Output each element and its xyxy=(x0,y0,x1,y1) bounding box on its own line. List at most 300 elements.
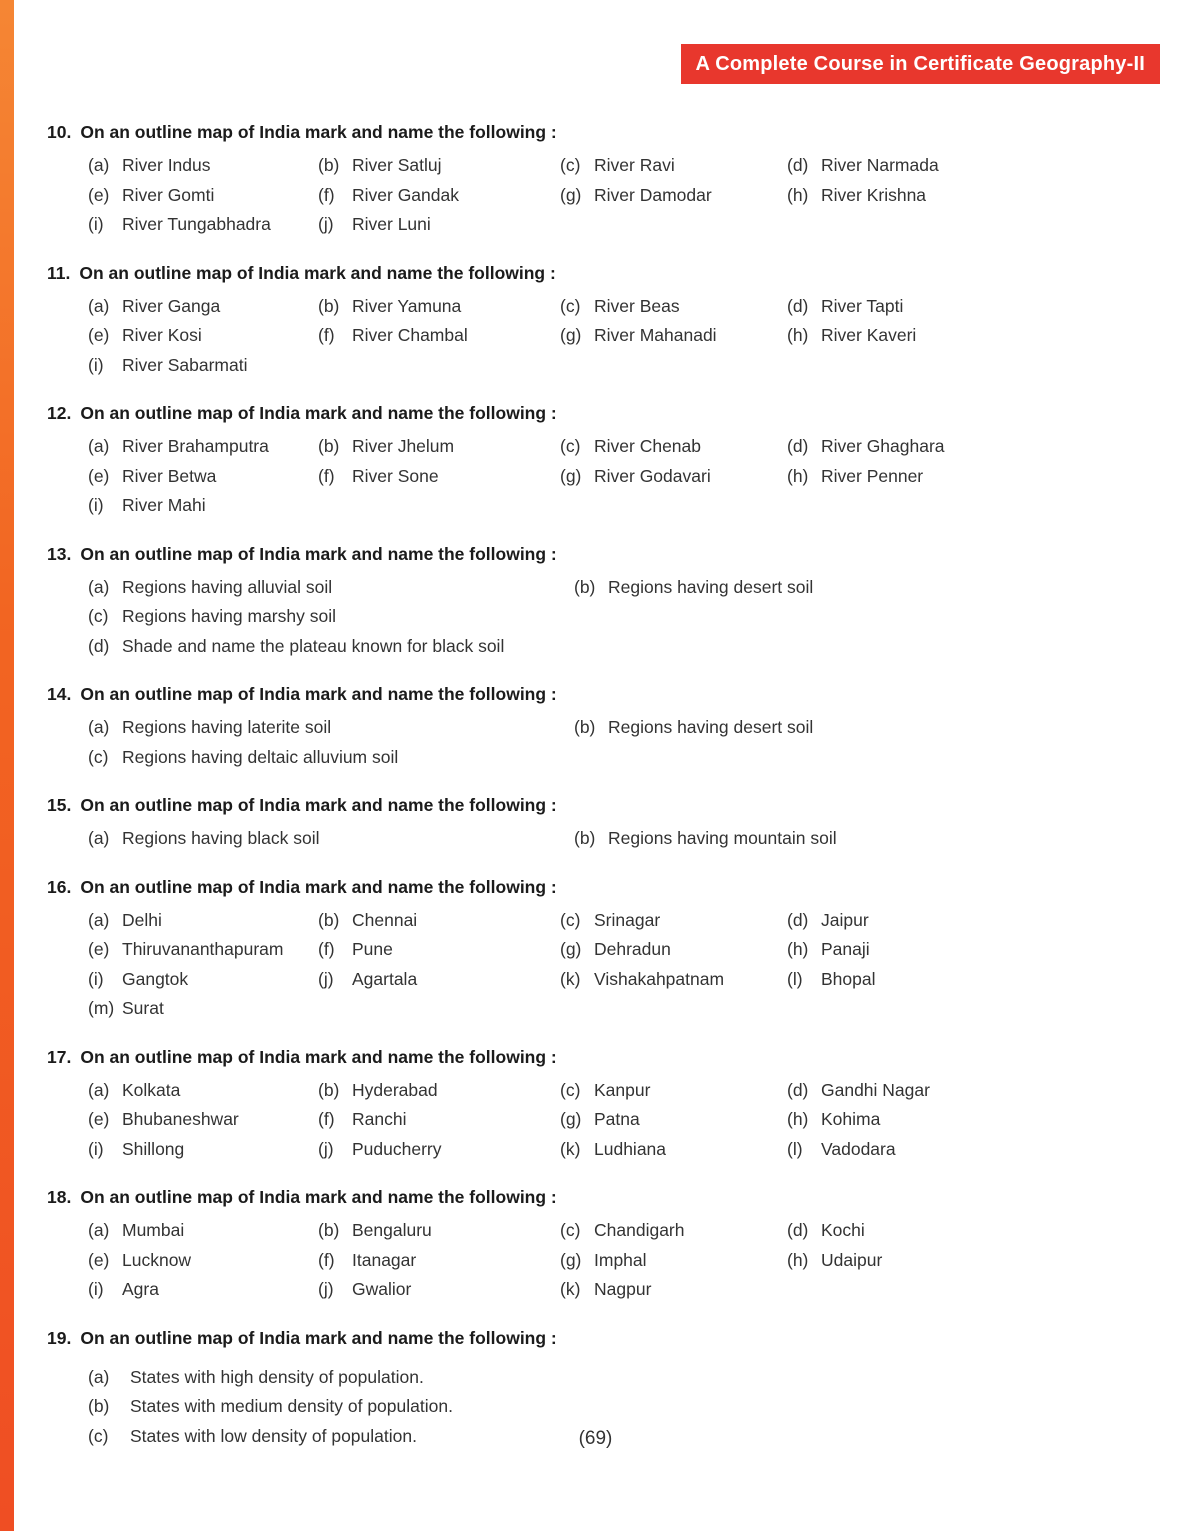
question-block xyxy=(47,261,1163,381)
question-item xyxy=(560,432,787,462)
question-item xyxy=(787,292,1163,322)
item-label: (e) xyxy=(88,1249,110,1270)
item-label: (b) xyxy=(318,295,340,316)
question-heading xyxy=(47,120,1163,144)
item-label: (d) xyxy=(88,635,110,656)
item-text: River Gomti xyxy=(122,184,215,205)
item-label: (a) xyxy=(88,717,110,737)
item-label: (f) xyxy=(318,1109,335,1129)
item-label: (f) xyxy=(318,939,335,959)
item-text: Patna xyxy=(594,1109,640,1129)
question-row xyxy=(88,351,1163,381)
item-text: States with low density of population. xyxy=(130,1425,417,1446)
item-text: River Betwa xyxy=(122,465,217,486)
question-items xyxy=(47,573,1163,662)
item-label: (d) xyxy=(787,909,809,930)
item-text: Srinagar xyxy=(594,909,661,930)
question-row xyxy=(88,1135,1163,1165)
question-row xyxy=(88,181,1163,211)
question-item xyxy=(574,824,1163,854)
item-text: Regions having laterite soil xyxy=(122,717,332,737)
item-text: Delhi xyxy=(122,909,162,930)
item-label: (h) xyxy=(787,939,809,959)
question-item xyxy=(560,935,787,965)
item-text: River Chenab xyxy=(594,436,701,456)
question-item xyxy=(88,151,318,181)
question-item xyxy=(560,1275,787,1305)
question-row xyxy=(88,210,1163,240)
question-number: 13. xyxy=(47,543,72,564)
item-text: River Ravi xyxy=(594,155,675,175)
question-title: On an outline map of India mark and name the following : xyxy=(80,543,557,564)
question-block xyxy=(47,875,1163,1024)
item-label: (j) xyxy=(318,968,334,989)
item-label: (g) xyxy=(560,184,582,205)
item-text: River Tapti xyxy=(821,295,904,316)
item-label: (a) xyxy=(88,1079,110,1100)
item-label: (h) xyxy=(787,325,809,345)
item-label: (i) xyxy=(88,214,104,234)
item-label: (b) xyxy=(574,828,596,848)
question-item xyxy=(88,181,318,211)
item-label: (j) xyxy=(318,1279,334,1299)
item-label: (e) xyxy=(88,939,110,959)
item-text: Itanagar xyxy=(352,1249,417,1270)
question-item xyxy=(787,935,1163,965)
item-text: Vishakahpatnam xyxy=(594,968,725,989)
question-number: 17. xyxy=(47,1046,72,1067)
question-item xyxy=(88,462,318,492)
question-item xyxy=(560,965,787,995)
question-item xyxy=(318,1216,560,1246)
item-label: (c) xyxy=(560,909,581,930)
question-items xyxy=(47,432,1163,521)
question-item xyxy=(574,713,1163,743)
item-text: River Krishna xyxy=(821,184,927,205)
question-block xyxy=(47,793,1163,854)
page-number: (69) xyxy=(578,1428,613,1449)
question-row xyxy=(88,935,1163,965)
question-block xyxy=(47,542,1163,662)
item-text: River Brahamputra xyxy=(122,436,269,456)
item-text: Ranchi xyxy=(352,1109,407,1129)
item-label: (b) xyxy=(574,717,596,737)
question-item xyxy=(318,181,560,211)
item-label: (a) xyxy=(88,1366,110,1387)
item-text: Gangtok xyxy=(122,968,189,989)
question-item xyxy=(560,462,787,492)
questions-list xyxy=(0,84,1191,1451)
question-item xyxy=(560,1076,787,1106)
item-text: Gwalior xyxy=(352,1279,412,1299)
question-row xyxy=(88,602,1163,632)
question-item xyxy=(560,292,787,322)
question-row xyxy=(88,1105,1163,1135)
item-label: (c) xyxy=(560,1220,581,1240)
question-row xyxy=(88,743,1163,773)
question-heading xyxy=(47,1185,1163,1209)
question-item xyxy=(318,292,560,322)
item-label: (h) xyxy=(787,1109,809,1129)
item-label: (c) xyxy=(560,155,581,175)
question-heading xyxy=(47,261,1163,285)
question-item xyxy=(560,1216,787,1246)
item-text: River Narmada xyxy=(821,155,939,175)
question-item xyxy=(88,321,318,351)
question-item xyxy=(88,1392,1163,1422)
item-text: River Kaveri xyxy=(821,325,917,345)
question-item xyxy=(787,462,1163,492)
item-text: Bhopal xyxy=(821,968,876,989)
question-heading xyxy=(47,1326,1163,1350)
item-text: River Godavari xyxy=(594,465,711,486)
question-row xyxy=(88,713,1163,743)
item-text: River Ganga xyxy=(122,295,221,316)
item-label: (k) xyxy=(560,1279,581,1299)
item-label: (a) xyxy=(88,436,110,456)
item-text: Lucknow xyxy=(122,1249,192,1270)
item-text: Chandigarh xyxy=(594,1220,685,1240)
question-item xyxy=(560,1135,787,1165)
question-heading xyxy=(47,542,1163,566)
question-row xyxy=(88,1275,1163,1305)
item-text: Gandhi Nagar xyxy=(821,1079,930,1100)
item-label: (b) xyxy=(318,1220,340,1240)
item-label: (c) xyxy=(88,1425,109,1446)
question-row xyxy=(88,491,1163,521)
question-heading xyxy=(47,401,1163,425)
question-number: 19. xyxy=(47,1327,72,1348)
item-text: River Indus xyxy=(122,155,211,175)
item-label: (b) xyxy=(318,909,340,930)
question-item xyxy=(318,1076,560,1106)
item-label: (b) xyxy=(88,1396,110,1416)
question-number: 10. xyxy=(47,122,72,142)
item-label: (b) xyxy=(574,576,596,597)
left-accent-bar xyxy=(0,0,14,1531)
question-item xyxy=(88,743,574,773)
item-text: River Chambal xyxy=(352,325,468,345)
item-text: Jaipur xyxy=(821,909,869,930)
question-item xyxy=(560,1246,787,1276)
question-item xyxy=(787,181,1163,211)
question-item xyxy=(787,321,1163,351)
item-label: (a) xyxy=(88,295,110,316)
question-item xyxy=(88,906,318,936)
item-label: (i) xyxy=(88,1279,104,1299)
item-label: (b) xyxy=(318,436,340,456)
item-label: (a) xyxy=(88,1220,110,1240)
item-label: (h) xyxy=(787,1249,809,1270)
item-label: (a) xyxy=(88,909,110,930)
question-item xyxy=(88,994,318,1024)
question-item xyxy=(318,935,560,965)
item-label: (g) xyxy=(560,1109,582,1129)
item-label: (e) xyxy=(88,1109,110,1129)
book-title-badge: A Complete Course in Certificate Geography-II xyxy=(681,44,1160,84)
item-label: (g) xyxy=(560,1249,582,1270)
item-label: (i) xyxy=(88,1138,104,1159)
question-row xyxy=(88,1076,1163,1106)
question-block xyxy=(47,401,1163,521)
question-item xyxy=(318,1275,560,1305)
question-item xyxy=(88,210,318,240)
item-label: (h) xyxy=(787,465,809,486)
item-text: River Kosi xyxy=(122,325,202,345)
question-item xyxy=(787,1135,1163,1165)
item-label: (a) xyxy=(88,576,110,597)
item-text: Chennai xyxy=(352,909,418,930)
item-text: Thiruvananthapuram xyxy=(122,939,284,959)
question-item xyxy=(88,935,318,965)
question-item xyxy=(88,1105,318,1135)
item-label: (l) xyxy=(787,1138,803,1159)
question-title: On an outline map of India mark and name the following : xyxy=(80,1327,557,1348)
question-item xyxy=(318,432,560,462)
item-text: States with high density of population. xyxy=(130,1366,424,1387)
item-label: (i) xyxy=(88,495,104,515)
question-row xyxy=(88,632,1163,662)
question-item xyxy=(787,906,1163,936)
item-text: River Jhelum xyxy=(352,436,455,456)
item-text: Imphal xyxy=(594,1249,647,1270)
item-text: River Sone xyxy=(352,465,439,486)
item-label: (c) xyxy=(88,746,109,767)
item-label: (d) xyxy=(787,295,809,316)
item-text: Vadodara xyxy=(821,1138,896,1159)
item-label: (i) xyxy=(88,354,104,375)
question-row xyxy=(88,1216,1163,1246)
question-row xyxy=(88,994,1163,1024)
item-text: River Yamuna xyxy=(352,295,462,316)
item-text: Agra xyxy=(122,1279,159,1299)
question-row xyxy=(88,292,1163,322)
question-item xyxy=(560,151,787,181)
question-block xyxy=(47,1045,1163,1165)
item-label: (e) xyxy=(88,325,110,345)
item-label: (c) xyxy=(560,295,581,316)
item-label: (k) xyxy=(560,968,581,989)
item-text: Regions having desert soil xyxy=(608,717,814,737)
question-item xyxy=(787,1246,1163,1276)
question-row xyxy=(88,321,1163,351)
item-label: (l) xyxy=(787,968,803,989)
question-row xyxy=(88,432,1163,462)
question-item xyxy=(318,965,560,995)
question-row xyxy=(88,1246,1163,1276)
question-items xyxy=(47,151,1163,240)
question-item xyxy=(560,181,787,211)
question-heading xyxy=(47,1045,1163,1069)
question-item xyxy=(787,432,1163,462)
item-label: (b) xyxy=(318,155,340,175)
question-items xyxy=(47,292,1163,381)
item-label: (e) xyxy=(88,184,110,205)
item-label: (d) xyxy=(787,436,809,456)
item-label: (f) xyxy=(318,184,335,205)
item-text: River Gandak xyxy=(352,184,459,205)
item-text: River Tungabhadra xyxy=(122,214,271,234)
question-row xyxy=(88,151,1163,181)
question-number: 11. xyxy=(47,262,71,283)
item-text: River Luni xyxy=(352,214,431,234)
question-number: 15. xyxy=(47,795,72,815)
question-title: On an outline map of India mark and name the following : xyxy=(80,122,557,142)
item-label: (d) xyxy=(787,155,809,175)
item-text: River Penner xyxy=(821,465,924,486)
question-heading xyxy=(47,793,1163,817)
question-item xyxy=(88,351,318,381)
item-text: Kanpur xyxy=(594,1079,651,1100)
question-row xyxy=(88,824,1163,854)
item-text: Regions having marshy soil xyxy=(122,606,336,626)
question-item xyxy=(560,906,787,936)
item-label: (d) xyxy=(787,1220,809,1240)
item-text: Kolkata xyxy=(122,1079,181,1100)
question-title: On an outline map of India mark and name the following : xyxy=(80,1187,557,1207)
question-item xyxy=(560,321,787,351)
question-heading xyxy=(47,682,1163,706)
question-number: 16. xyxy=(47,876,72,897)
question-item xyxy=(787,1216,1163,1246)
question-number: 14. xyxy=(47,684,72,704)
question-number: 18. xyxy=(47,1187,72,1207)
question-number: 12. xyxy=(47,403,72,423)
item-label: (c) xyxy=(88,606,109,626)
question-title: On an outline map of India mark and name the following : xyxy=(80,684,557,704)
item-label: (f) xyxy=(318,465,335,486)
item-text: Surat xyxy=(122,998,164,1018)
question-item xyxy=(318,906,560,936)
question-row xyxy=(88,1392,1163,1422)
question-items xyxy=(47,1076,1163,1165)
question-item xyxy=(318,321,560,351)
item-label: (g) xyxy=(560,325,582,345)
question-item xyxy=(88,602,574,632)
question-item xyxy=(318,151,560,181)
question-title: On an outline map of India mark and name the following : xyxy=(80,876,557,897)
question-item xyxy=(88,632,574,662)
item-text: Bhubaneshwar xyxy=(122,1109,239,1129)
item-text: Puducherry xyxy=(352,1138,442,1159)
question-items xyxy=(47,824,1163,854)
question-row xyxy=(88,462,1163,492)
question-item xyxy=(318,462,560,492)
question-block xyxy=(47,1185,1163,1305)
item-text: River Mahanadi xyxy=(594,325,717,345)
question-item xyxy=(88,432,318,462)
question-items xyxy=(47,906,1163,1024)
item-text: Bengaluru xyxy=(352,1220,432,1240)
question-item xyxy=(318,210,560,240)
question-block xyxy=(47,120,1163,240)
item-label: (a) xyxy=(88,155,110,175)
question-item xyxy=(560,1105,787,1135)
item-text: River Beas xyxy=(594,295,680,316)
item-text: Panaji xyxy=(821,939,870,959)
item-label: (i) xyxy=(88,968,104,989)
question-row xyxy=(88,1363,1163,1393)
question-item xyxy=(88,1246,318,1276)
item-text: River Mahi xyxy=(122,495,206,515)
question-block xyxy=(47,682,1163,772)
page-footer xyxy=(0,1425,1191,1450)
question-item xyxy=(787,151,1163,181)
question-item xyxy=(88,1076,318,1106)
question-heading xyxy=(47,875,1163,899)
question-row xyxy=(88,906,1163,936)
item-label: (j) xyxy=(318,214,334,234)
item-text: Regions having deltaic alluvium soil xyxy=(122,746,399,767)
question-item xyxy=(88,1135,318,1165)
item-label: (b) xyxy=(318,1079,340,1100)
item-text: Nagpur xyxy=(594,1279,652,1299)
question-item xyxy=(88,965,318,995)
question-item xyxy=(318,1135,560,1165)
question-item xyxy=(574,573,1163,603)
item-text: States with medium density of population. xyxy=(130,1396,453,1416)
question-item xyxy=(88,1216,318,1246)
question-title: On an outline map of India mark and name the following : xyxy=(79,262,556,283)
item-text: River Satluj xyxy=(352,155,442,175)
item-label: (f) xyxy=(318,325,335,345)
item-text: Dehradun xyxy=(594,939,671,959)
question-item xyxy=(787,1076,1163,1106)
question-item xyxy=(88,573,574,603)
item-text: Regions having alluvial soil xyxy=(122,576,333,597)
item-text: Regions having desert soil xyxy=(608,576,814,597)
item-label: (k) xyxy=(560,1138,581,1159)
question-title: On an outline map of India mark and name the following : xyxy=(80,1046,557,1067)
item-text: River Ghaghara xyxy=(821,436,945,456)
item-text: Shillong xyxy=(122,1138,185,1159)
question-row xyxy=(88,573,1163,603)
question-item xyxy=(88,292,318,322)
item-text: River Sabarmati xyxy=(122,354,248,375)
question-item xyxy=(88,713,574,743)
item-label: (h) xyxy=(787,184,809,205)
question-item xyxy=(787,1105,1163,1135)
item-text: Pune xyxy=(352,939,393,959)
item-label: (m) xyxy=(88,998,115,1018)
item-label: (j) xyxy=(318,1138,334,1159)
question-item xyxy=(88,1275,318,1305)
question-item xyxy=(88,824,574,854)
question-row xyxy=(88,965,1163,995)
item-text: Regions having mountain soil xyxy=(608,828,837,848)
question-title: On an outline map of India mark and name the following : xyxy=(80,795,557,815)
item-text: Hyderabad xyxy=(352,1079,438,1100)
question-item xyxy=(318,1246,560,1276)
page-header xyxy=(0,0,1191,84)
item-label: (c) xyxy=(560,1079,581,1100)
question-item xyxy=(88,1363,1163,1393)
item-label: (g) xyxy=(560,939,582,959)
item-text: River Damodar xyxy=(594,184,712,205)
question-items xyxy=(47,713,1163,772)
item-text: Regions having black soil xyxy=(122,828,320,848)
question-items xyxy=(47,1216,1163,1305)
item-label: (e) xyxy=(88,465,110,486)
item-text: Shade and name the plateau known for black soil xyxy=(122,635,505,656)
item-text: Kochi xyxy=(821,1220,865,1240)
item-text: Udaipur xyxy=(821,1249,883,1270)
question-item xyxy=(787,965,1163,995)
item-label: (a) xyxy=(88,828,110,848)
item-text: Agartala xyxy=(352,968,418,989)
question-item xyxy=(318,1105,560,1135)
item-text: Mumbai xyxy=(122,1220,185,1240)
